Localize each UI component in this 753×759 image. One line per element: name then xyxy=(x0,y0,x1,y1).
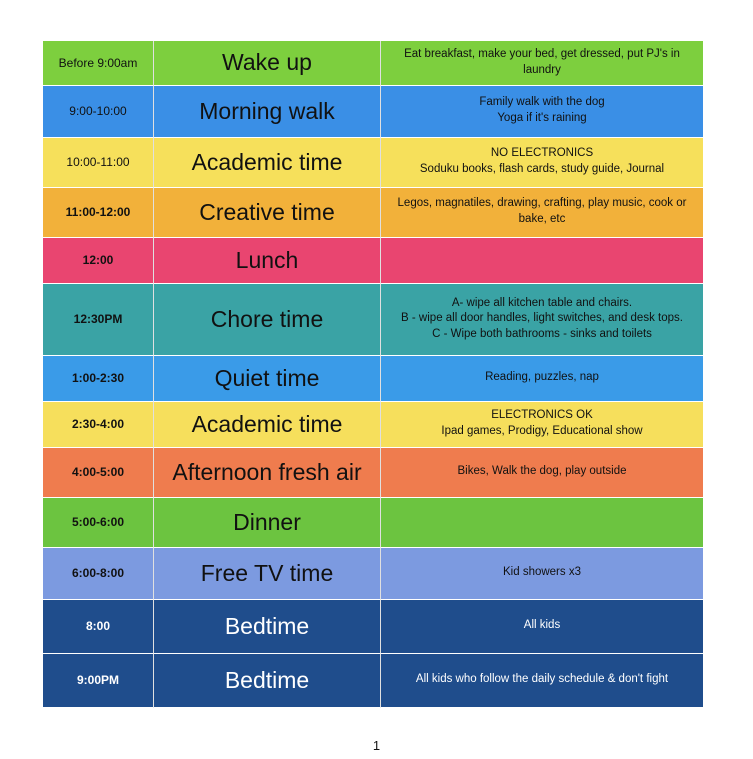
page-number: 1 xyxy=(372,738,381,753)
time-cell: 9:00PM xyxy=(43,653,154,707)
notes-cell xyxy=(381,283,704,355)
schedule-row xyxy=(43,283,703,355)
note-line: Family walk with the dog xyxy=(479,96,605,109)
schedule-row xyxy=(43,497,703,547)
notes-cell xyxy=(381,497,704,547)
time-cell: 9:00-10:00 xyxy=(43,85,154,137)
activity-cell: Chore time xyxy=(154,283,381,355)
notes-cell xyxy=(381,85,704,137)
activity-cell: Free TV time xyxy=(154,547,381,599)
activity-cell: Quiet time xyxy=(154,355,381,401)
note-line: All kids xyxy=(523,619,561,632)
time-cell: Before 9:00am xyxy=(43,41,154,85)
schedule-row xyxy=(43,237,703,283)
notes-cell xyxy=(381,653,704,707)
note-line: C - Wipe both bathrooms - sinks and toilets xyxy=(432,327,652,340)
time-cell: 1:00-2:30 xyxy=(43,355,154,401)
activity-cell: Wake up xyxy=(154,41,381,85)
schedule-table xyxy=(43,41,703,708)
note-line: A- wipe all kitchen table and chairs. xyxy=(451,296,633,309)
schedule-row xyxy=(43,599,703,653)
schedule-row xyxy=(43,41,703,85)
time-cell: 8:00 xyxy=(43,599,154,653)
time-cell: 12:30PM xyxy=(43,283,154,355)
activity-cell: Lunch xyxy=(154,237,381,283)
schedule-row xyxy=(43,401,703,447)
activity-cell: Academic time xyxy=(154,137,381,187)
activity-cell: Dinner xyxy=(154,497,381,547)
note-line: NO ELECTRONICS xyxy=(490,147,594,160)
note-line: ELECTRONICS OK xyxy=(491,409,593,422)
notes-cell xyxy=(381,447,704,497)
notes-cell xyxy=(381,41,704,85)
time-cell: 10:00-11:00 xyxy=(43,137,154,187)
note-line: Yoga if it's raining xyxy=(497,112,587,124)
notes-cell xyxy=(381,237,704,283)
activity-cell: Afternoon fresh air xyxy=(154,447,381,497)
note-line: Bikes, Walk the dog, play outside xyxy=(457,465,627,478)
note-line: B - wipe all door handles, light switches, and desk tops. xyxy=(401,312,683,325)
time-cell: 4:00-5:00 xyxy=(43,447,154,497)
time-cell: 6:00-8:00 xyxy=(43,547,154,599)
note-line: All kids who follow the daily schedule & don't fight xyxy=(415,673,669,686)
notes-cell xyxy=(381,187,704,237)
schedule-row xyxy=(43,355,703,401)
note-line: Eat breakfast, make your bed, get dressed, put PJ's in laundry xyxy=(404,48,680,76)
time-cell: 12:00 xyxy=(43,237,154,283)
schedule-row xyxy=(43,187,703,237)
time-cell: 5:00-6:00 xyxy=(43,497,154,547)
activity-cell: Bedtime xyxy=(154,599,381,653)
note-line: Soduku books, flash cards, study guide, Journal xyxy=(419,163,665,175)
schedule-row xyxy=(43,653,703,707)
activity-cell: Academic time xyxy=(154,401,381,447)
note-line: Ipad games, Prodigy, Educational show xyxy=(441,425,643,437)
notes-cell xyxy=(381,547,704,599)
schedule-row xyxy=(43,85,703,137)
schedule-body xyxy=(43,41,703,707)
note-line: Legos, magnatiles, drawing, crafting, play music, cook or bake, etc xyxy=(397,197,687,225)
notes-cell xyxy=(381,401,704,447)
activity-cell: Creative time xyxy=(154,187,381,237)
notes-cell xyxy=(381,355,704,401)
schedule-row xyxy=(43,447,703,497)
note-line: Reading, puzzles, nap xyxy=(485,371,599,384)
activity-cell: Bedtime xyxy=(154,653,381,707)
schedule-row xyxy=(43,547,703,599)
notes-cell xyxy=(381,137,704,187)
time-cell: 2:30-4:00 xyxy=(43,401,154,447)
notes-cell xyxy=(381,599,704,653)
note-line: Kid showers x3 xyxy=(503,566,581,579)
schedule-row xyxy=(43,137,703,187)
activity-cell: Morning walk xyxy=(154,85,381,137)
time-cell: 11:00-12:00 xyxy=(43,187,154,237)
